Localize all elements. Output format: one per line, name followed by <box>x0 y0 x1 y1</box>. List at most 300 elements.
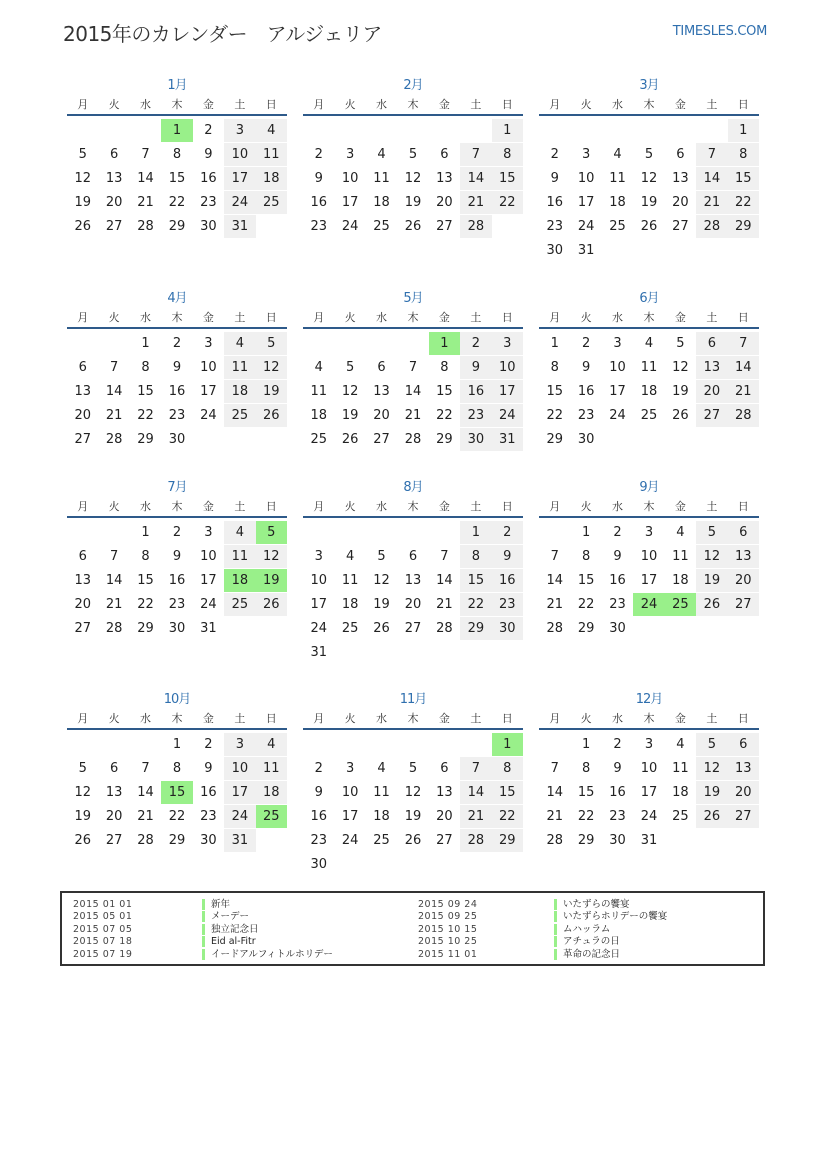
day-cell: 24 <box>310 621 327 636</box>
day-cell: 15 <box>577 573 595 588</box>
day-cell: 10 <box>341 785 359 800</box>
day-cell: 24 <box>224 191 255 214</box>
day-cell: 30 <box>460 428 491 451</box>
weekday-header: 土 <box>234 98 246 111</box>
day-cell: 31 <box>224 215 255 238</box>
holiday-name: 独立記念日 <box>202 924 259 935</box>
day-cell: 4 <box>224 521 255 544</box>
day-cell: 2 <box>550 147 559 162</box>
month-name: 4月 <box>167 291 187 306</box>
day-cell: 8 <box>581 549 591 564</box>
day-cell: 25 <box>224 404 255 427</box>
holiday-date: 2015 09 25 <box>418 911 478 923</box>
weekday-header: 火 <box>108 311 120 324</box>
day-cell: 13 <box>728 545 759 568</box>
holiday-date: 2015 10 15 <box>418 923 478 935</box>
day-cell: 24 <box>341 219 359 234</box>
day-cell: 21 <box>137 195 154 210</box>
weekday-header: 水 <box>612 311 624 324</box>
day-cell: 26 <box>373 621 390 636</box>
day-cell: 16 <box>200 171 217 186</box>
day-cell: 18 <box>256 781 287 804</box>
day-cell: 27 <box>436 219 453 234</box>
day-cell: 9 <box>492 545 523 568</box>
site-logo-text[interactable]: TIMESLES.COM <box>672 24 767 39</box>
weekday-header: 土 <box>234 311 246 324</box>
holiday-date: 2015 07 18 <box>73 936 133 948</box>
weekday-header: 水 <box>612 98 624 111</box>
month-divider <box>539 516 759 518</box>
day-cell: 12 <box>373 573 390 588</box>
day-cell: 10 <box>224 757 255 780</box>
holiday-date: 2015 07 19 <box>73 948 133 960</box>
day-cell: 19 <box>640 195 658 210</box>
day-cell: 14 <box>460 781 491 804</box>
day-cell: 28 <box>460 829 491 852</box>
weekday-header: 土 <box>706 500 718 513</box>
month-divider <box>67 114 287 116</box>
day-cell: 2 <box>613 525 622 540</box>
day-cell: 26 <box>341 432 359 447</box>
day-cell: 6 <box>696 332 727 355</box>
day-cell: 5 <box>408 761 418 776</box>
month-name: 8月 <box>403 480 423 495</box>
holiday-name: イードアルフィトルホリデー <box>202 949 333 960</box>
day-cell: 25 <box>665 593 696 616</box>
day-cell: 2 <box>172 525 182 540</box>
day-cell: 17 <box>640 573 658 588</box>
month-divider <box>303 728 523 730</box>
day-cell: 8 <box>141 360 150 375</box>
day-cell: 23 <box>492 593 523 616</box>
day-cell: 15 <box>436 384 453 399</box>
day-cell: 19 <box>404 195 422 210</box>
day-cell: 25 <box>224 593 255 616</box>
month-name: 3月 <box>639 78 659 93</box>
holiday-date: 2015 10 25 <box>418 936 478 948</box>
day-cell: 25 <box>609 219 626 234</box>
weekday-header: 土 <box>234 500 246 513</box>
day-cell: 8 <box>492 757 523 780</box>
day-cell: 27 <box>436 833 453 848</box>
day-cell: 4 <box>224 332 255 355</box>
day-cell: 19 <box>696 569 727 592</box>
day-cell: 25 <box>310 432 327 447</box>
day-cell: 9 <box>460 356 491 379</box>
day-cell: 24 <box>633 593 664 616</box>
day-cell: 29 <box>492 829 523 852</box>
weekday-header: 日 <box>737 500 749 513</box>
day-cell: 26 <box>696 593 727 616</box>
month-divider <box>67 516 287 518</box>
day-cell: 16 <box>168 573 186 588</box>
day-cell: 30 <box>200 219 217 234</box>
day-cell: 26 <box>404 219 422 234</box>
day-cell: 2 <box>204 123 213 138</box>
day-cell: 6 <box>440 761 449 776</box>
day-cell: 28 <box>546 833 563 848</box>
day-cell: 23 <box>200 809 217 824</box>
day-cell: 12 <box>640 171 658 186</box>
day-cell: 5 <box>256 332 287 355</box>
day-cell: 4 <box>377 147 386 162</box>
day-cell: 16 <box>310 809 327 824</box>
day-cell: 6 <box>408 549 418 564</box>
day-cell: 19 <box>341 408 359 423</box>
day-cell: 6 <box>728 521 759 544</box>
day-cell: 10 <box>640 549 658 564</box>
day-cell: 20 <box>105 809 123 824</box>
day-cell: 18 <box>672 785 689 800</box>
weekday-header: 月 <box>77 500 89 513</box>
day-cell: 7 <box>440 549 449 564</box>
day-cell: 21 <box>546 597 563 612</box>
weekday-header: 月 <box>313 98 325 111</box>
day-cell: 12 <box>256 356 287 379</box>
day-cell: 14 <box>436 573 453 588</box>
day-cell: 17 <box>577 195 595 210</box>
day-cell: 5 <box>377 549 386 564</box>
day-cell: 16 <box>200 785 217 800</box>
day-cell: 29 <box>137 621 154 636</box>
day-cell: 12 <box>696 757 727 780</box>
weekday-header: 火 <box>108 500 120 513</box>
day-cell: 13 <box>373 384 390 399</box>
month-name: 7月 <box>167 480 187 495</box>
day-cell: 16 <box>460 380 491 403</box>
weekday-header: 水 <box>140 98 152 111</box>
day-cell: 10 <box>609 360 626 375</box>
day-cell: 5 <box>256 521 287 544</box>
weekday-header: 火 <box>108 98 120 111</box>
day-cell: 21 <box>696 191 727 214</box>
day-cell: 16 <box>609 573 626 588</box>
weekday-header: 月 <box>77 98 89 111</box>
day-cell: 27 <box>74 432 91 447</box>
day-cell: 27 <box>404 621 422 636</box>
day-cell: 5 <box>345 360 355 375</box>
weekday-header: 木 <box>643 712 655 725</box>
day-cell: 23 <box>609 597 626 612</box>
day-cell: 8 <box>440 360 449 375</box>
day-cell: 10 <box>200 549 217 564</box>
day-cell: 20 <box>74 597 91 612</box>
weekday-header: 土 <box>470 98 482 111</box>
day-cell: 13 <box>404 573 422 588</box>
weekday-header: 土 <box>470 712 482 725</box>
day-cell: 30 <box>310 857 327 872</box>
day-cell: 23 <box>310 219 327 234</box>
day-cell: 18 <box>341 597 359 612</box>
day-cell: 28 <box>105 621 123 636</box>
day-cell: 4 <box>314 360 323 375</box>
day-cell: 6 <box>109 147 119 162</box>
day-cell: 16 <box>310 195 327 210</box>
day-cell: 23 <box>168 408 186 423</box>
day-cell: 15 <box>168 171 186 186</box>
day-cell: 14 <box>105 573 123 588</box>
day-cell: 28 <box>728 404 759 427</box>
weekday-header: 月 <box>313 311 325 324</box>
day-cell: 6 <box>78 360 87 375</box>
weekday-header: 水 <box>612 500 624 513</box>
month-name: 2月 <box>403 78 423 93</box>
holiday-name: アチュラの日 <box>554 936 620 947</box>
day-cell: 19 <box>373 597 390 612</box>
day-cell: 25 <box>256 191 287 214</box>
day-cell: 2 <box>460 332 491 355</box>
day-cell: 13 <box>105 171 123 186</box>
weekday-header: 水 <box>140 712 152 725</box>
day-cell: 23 <box>609 809 626 824</box>
day-cell: 2 <box>492 521 523 544</box>
day-cell: 18 <box>609 195 626 210</box>
day-cell: 4 <box>256 733 287 756</box>
day-cell: 26 <box>640 219 658 234</box>
day-cell: 17 <box>492 380 523 403</box>
day-cell: 31 <box>310 645 327 660</box>
month-divider <box>67 327 287 329</box>
holiday-name: Eid al-Fitr <box>202 936 256 947</box>
day-cell: 22 <box>137 597 154 612</box>
weekday-header: 水 <box>376 98 388 111</box>
weekday-header: 水 <box>140 311 152 324</box>
day-cell: 13 <box>728 757 759 780</box>
day-cell: 17 <box>224 781 255 804</box>
day-cell: 25 <box>256 805 287 828</box>
holiday-date: 2015 09 24 <box>418 899 478 910</box>
weekday-header: 木 <box>643 500 655 513</box>
day-cell: 14 <box>404 384 422 399</box>
day-cell: 26 <box>404 833 422 848</box>
day-cell: 5 <box>676 336 685 351</box>
day-cell: 13 <box>74 573 91 588</box>
day-cell: 21 <box>460 191 491 214</box>
day-cell: 20 <box>436 195 453 210</box>
day-cell: 22 <box>168 195 186 210</box>
day-cell: 14 <box>728 356 759 379</box>
day-cell: 29 <box>577 621 595 636</box>
weekday-header: 金 <box>674 311 686 324</box>
day-cell: 25 <box>672 809 689 824</box>
day-cell: 22 <box>577 809 595 824</box>
weekday-header: 月 <box>77 712 89 725</box>
weekday-header: 木 <box>171 500 183 513</box>
day-cell: 9 <box>172 549 182 564</box>
day-cell: 20 <box>728 781 759 804</box>
month-name: 1月 <box>167 78 187 93</box>
day-cell: 15 <box>492 781 523 804</box>
day-cell: 20 <box>728 569 759 592</box>
day-cell: 10 <box>310 573 327 588</box>
day-cell: 1 <box>581 525 591 540</box>
day-cell: 11 <box>224 545 255 568</box>
weekday-header: 月 <box>549 500 561 513</box>
day-cell: 13 <box>74 384 91 399</box>
weekday-header: 日 <box>265 98 277 111</box>
day-cell: 22 <box>436 408 453 423</box>
day-cell: 11 <box>256 143 287 166</box>
day-cell: 10 <box>341 171 359 186</box>
day-cell: 1 <box>141 336 150 351</box>
month-divider <box>303 516 523 518</box>
weekday-header: 月 <box>313 500 325 513</box>
weekday-header: 土 <box>706 311 718 324</box>
weekday-header: 金 <box>674 500 686 513</box>
day-cell: 21 <box>728 380 759 403</box>
day-cell: 11 <box>672 549 689 564</box>
weekday-header: 金 <box>202 500 214 513</box>
weekday-header: 金 <box>202 98 214 111</box>
day-cell: 27 <box>105 833 123 848</box>
day-cell: 22 <box>492 191 523 214</box>
day-cell: 28 <box>696 215 727 238</box>
day-cell: 26 <box>74 833 91 848</box>
day-cell: 26 <box>256 404 287 427</box>
day-cell: 8 <box>141 549 150 564</box>
day-cell: 30 <box>168 432 186 447</box>
weekday-header: 土 <box>706 712 718 725</box>
weekday-header: 月 <box>549 98 561 111</box>
day-cell: 19 <box>696 781 727 804</box>
day-cell: 3 <box>492 332 523 355</box>
day-cell: 19 <box>256 569 287 592</box>
day-cell: 23 <box>168 597 186 612</box>
day-cell: 19 <box>74 195 91 210</box>
holiday-name: 新年 <box>202 899 230 910</box>
weekday-header: 日 <box>501 500 513 513</box>
weekday-header: 金 <box>202 712 214 725</box>
day-cell: 13 <box>672 171 689 186</box>
day-cell: 1 <box>492 119 523 142</box>
day-cell: 3 <box>644 737 654 752</box>
day-cell: 14 <box>137 171 154 186</box>
day-cell: 7 <box>460 757 491 780</box>
day-cell: 1 <box>492 733 523 756</box>
day-cell: 11 <box>640 360 658 375</box>
day-cell: 6 <box>377 360 386 375</box>
weekday-header: 日 <box>501 98 513 111</box>
weekday-header: 日 <box>501 311 513 324</box>
day-cell: 26 <box>672 408 689 423</box>
day-cell: 11 <box>373 785 390 800</box>
day-cell: 28 <box>137 833 154 848</box>
holiday-name: メーデー <box>202 911 249 922</box>
day-cell: 3 <box>204 525 213 540</box>
day-cell: 17 <box>200 384 217 399</box>
day-cell: 23 <box>577 408 595 423</box>
weekday-header: 火 <box>344 311 356 324</box>
weekday-header: 木 <box>643 311 655 324</box>
day-cell: 27 <box>105 219 123 234</box>
weekday-header: 木 <box>171 712 183 725</box>
day-cell: 16 <box>577 384 595 399</box>
day-cell: 29 <box>460 617 491 640</box>
day-cell: 6 <box>728 733 759 756</box>
weekday-header: 月 <box>77 311 89 324</box>
day-cell: 24 <box>341 833 359 848</box>
day-cell: 14 <box>546 573 563 588</box>
day-cell: 7 <box>141 761 150 776</box>
weekday-header: 日 <box>737 98 749 111</box>
day-cell: 21 <box>105 408 123 423</box>
weekday-header: 火 <box>344 98 356 111</box>
weekday-header: 木 <box>171 98 183 111</box>
day-cell: 18 <box>672 573 689 588</box>
day-cell: 31 <box>640 833 658 848</box>
day-cell: 23 <box>460 404 491 427</box>
weekday-header: 水 <box>376 311 388 324</box>
day-cell: 30 <box>609 833 626 848</box>
weekday-header: 金 <box>438 98 450 111</box>
month-divider <box>539 728 759 730</box>
month-name: 9月 <box>639 480 659 495</box>
day-cell: 9 <box>613 761 622 776</box>
day-cell: 4 <box>256 119 287 142</box>
day-cell: 18 <box>373 809 390 824</box>
day-cell: 24 <box>492 404 523 427</box>
day-cell: 2 <box>204 737 213 752</box>
day-cell: 3 <box>581 147 591 162</box>
day-cell: 14 <box>137 785 154 800</box>
weekday-header: 水 <box>612 712 624 725</box>
day-cell: 2 <box>314 147 323 162</box>
day-cell: 8 <box>492 143 523 166</box>
day-cell: 10 <box>640 761 658 776</box>
day-cell: 6 <box>676 147 685 162</box>
weekday-header: 木 <box>407 500 419 513</box>
holiday-name: いたずらホリデーの饗宴 <box>554 911 667 922</box>
day-cell: 9 <box>581 360 591 375</box>
month-divider <box>67 728 287 730</box>
day-cell: 8 <box>550 360 559 375</box>
day-cell: 30 <box>492 617 523 640</box>
day-cell: 29 <box>137 432 154 447</box>
day-cell: 13 <box>436 785 453 800</box>
weekday-header: 月 <box>549 311 561 324</box>
day-cell: 3 <box>613 336 622 351</box>
weekday-header: 金 <box>674 98 686 111</box>
day-cell: 24 <box>224 805 255 828</box>
day-cell: 7 <box>696 143 727 166</box>
day-cell: 7 <box>109 360 119 375</box>
day-cell: 14 <box>696 167 727 190</box>
day-cell: 15 <box>460 569 491 592</box>
weekday-header: 月 <box>549 712 561 725</box>
month-divider <box>303 114 523 116</box>
weekday-header: 金 <box>674 712 686 725</box>
month-divider <box>539 114 759 116</box>
day-cell: 19 <box>404 809 422 824</box>
day-cell: 9 <box>314 785 323 800</box>
weekday-header: 金 <box>202 311 214 324</box>
day-cell: 8 <box>172 761 182 776</box>
day-cell: 1 <box>581 737 591 752</box>
day-cell: 24 <box>577 219 595 234</box>
day-cell: 11 <box>341 573 359 588</box>
day-cell: 28 <box>436 621 453 636</box>
day-cell: 23 <box>546 219 563 234</box>
day-cell: 31 <box>224 829 255 852</box>
day-cell: 17 <box>609 384 626 399</box>
weekday-header: 金 <box>438 500 450 513</box>
day-cell: 30 <box>609 621 626 636</box>
day-cell: 9 <box>613 549 622 564</box>
day-cell: 24 <box>609 408 626 423</box>
day-cell: 10 <box>492 356 523 379</box>
day-cell: 31 <box>577 243 595 258</box>
month-name: 5月 <box>403 291 423 306</box>
